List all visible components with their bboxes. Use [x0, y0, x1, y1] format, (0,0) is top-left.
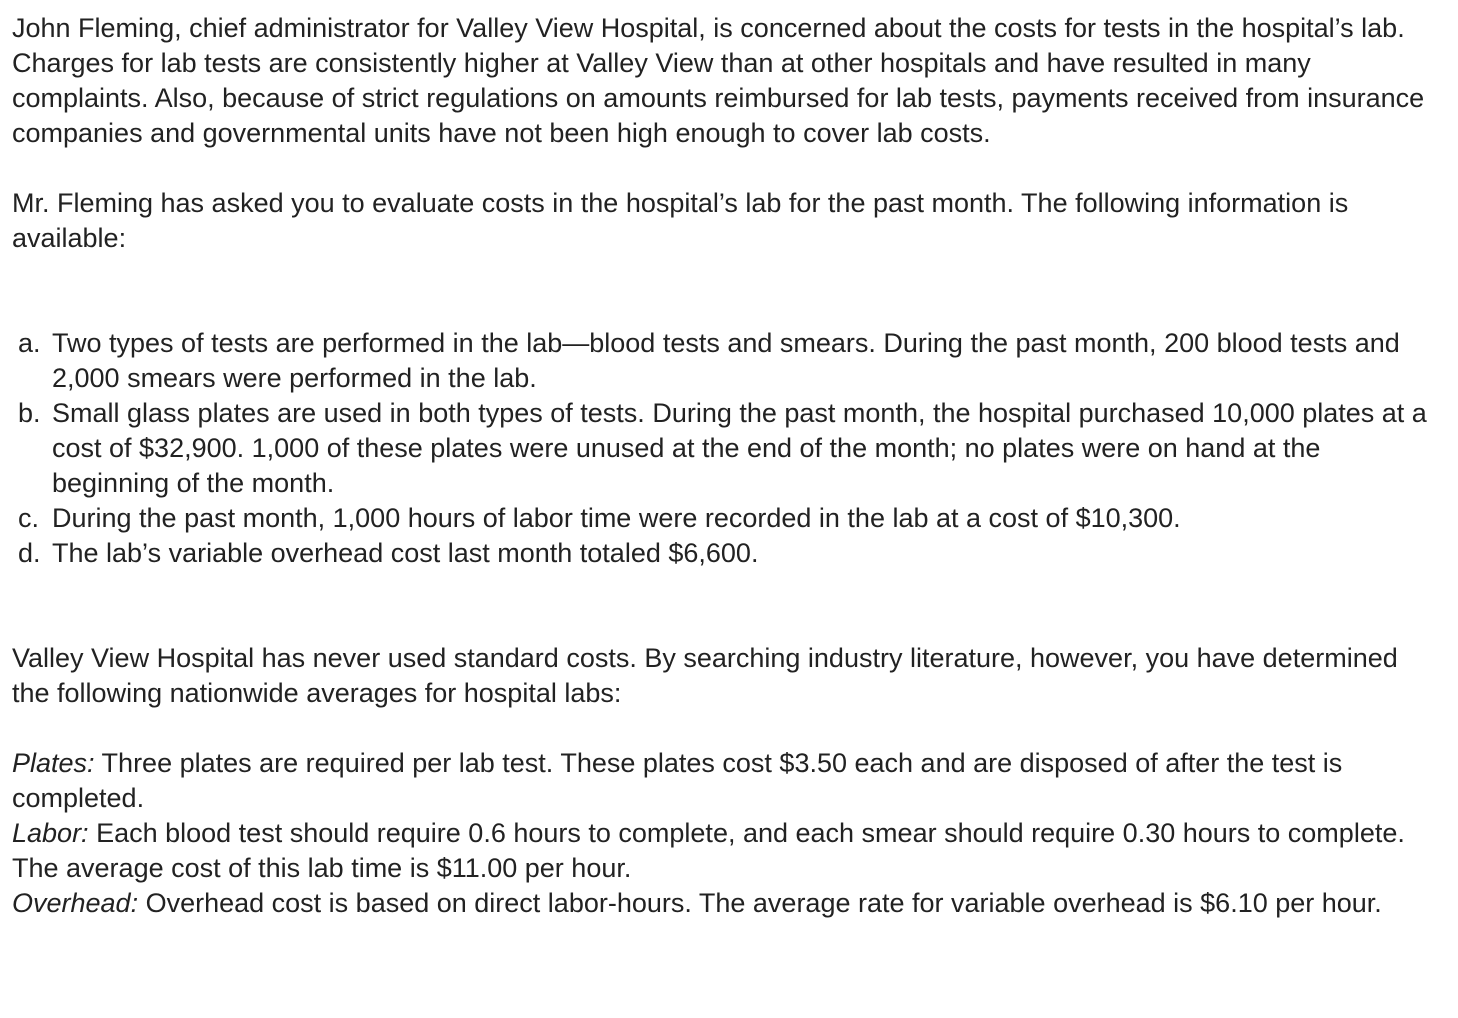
list-item-d — [12, 536, 1442, 571]
standard-text: Three plates are required per lab test. These plates cost $3.50 each and are disposed of after the test is completed. — [12, 748, 1343, 813]
list-marker: d. — [18, 538, 41, 568]
standard-text: Overhead cost is based on direct labor-hours. The average rate for variable overhead is $6.10 per hour. — [138, 888, 1382, 918]
problem-document — [12, 11, 1442, 921]
list-marker: b. — [18, 398, 41, 428]
list-item-b — [12, 396, 1442, 501]
list-item-text: Two types of tests are performed in the lab—blood tests and smears. During the past month, 200 blood tests and 2,000 smears were performed in the lab. — [52, 328, 1400, 393]
overhead-standard — [12, 886, 1442, 921]
standard-label: Labor: — [12, 818, 89, 848]
list-item-text: The lab’s variable overhead cost last month totaled $6,600. — [52, 538, 759, 568]
list-marker: c. — [18, 503, 40, 533]
lab-info-list — [12, 326, 1442, 571]
standards-intro-paragraph: Valley View Hospital has never used standard costs. By searching industry literature, however, you have determined the following nationwide averages for hospital labs: — [12, 643, 1398, 708]
standard-label: Plates: — [12, 748, 95, 778]
labor-standard — [12, 816, 1442, 886]
standard-label: Overhead: — [12, 888, 139, 918]
list-item-text: During the past month, 1,000 hours of labor time were recorded in the lab at a cost of $10,300. — [52, 503, 1181, 533]
list-marker: a. — [18, 328, 41, 358]
plates-standard — [12, 746, 1442, 816]
list-item-c — [12, 501, 1442, 536]
list-item-a — [12, 326, 1442, 396]
request-paragraph: Mr. Fleming has asked you to evaluate costs in the hospital’s lab for the past month. The following information is available: — [12, 188, 1349, 253]
standard-text: Each blood test should require 0.6 hours to complete, and each smear should require 0.30 hours to complete. The average cost of this lab time is $11.00 per hour. — [12, 818, 1405, 883]
intro-paragraph: John Fleming, chief administrator for Valley View Hospital, is concerned about the costs for tests in the hospital’s lab. Charges for lab tests are consistently higher at Valley View than at other hospitals and have resulted in many complaints. Also, because of strict regulations on amounts reimbursed for lab tests, payments received from insurance companies and governmental units have not been high enough to cover lab costs. — [12, 13, 1425, 148]
list-item-text: Small glass plates are used in both types of tests. During the past month, the hospital purchased 10,000 plates at a cost of $32,900. 1,000 of these plates were unused at the end of the month; no plates were on hand at the beginning of the month. — [52, 398, 1427, 498]
